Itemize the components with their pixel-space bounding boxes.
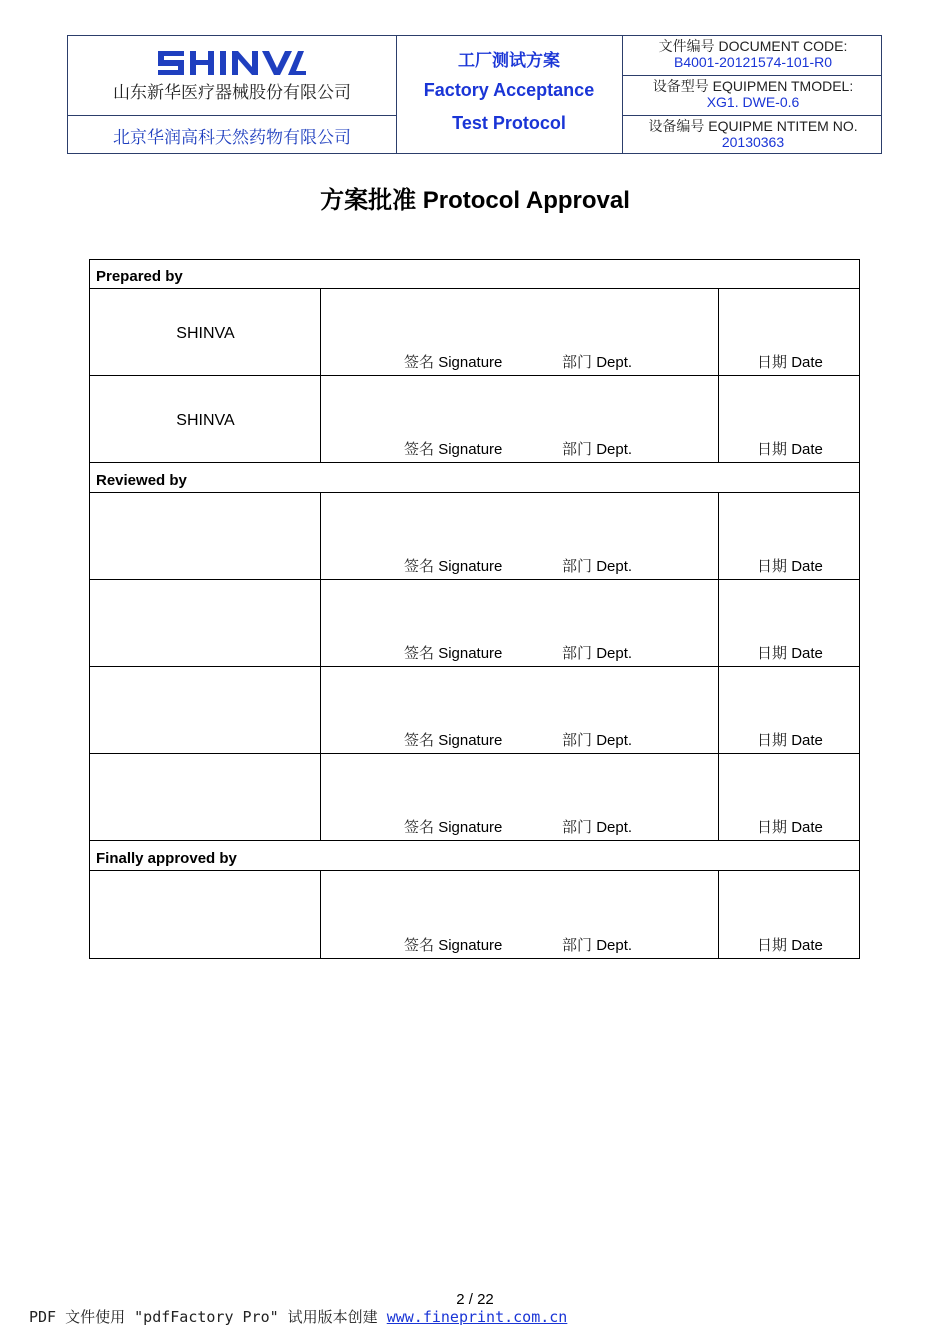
company-name-primary: 山东新华医疗器械股份有限公司 [113,83,351,103]
signature-label: 签名 Signature [404,440,503,458]
cell-divider [718,667,720,753]
date-label: 日期 Date [757,644,823,662]
page-number: 2 / 22 [456,1291,494,1308]
dept-label: 部门 Dept. [562,353,633,371]
header-divider [622,115,882,116]
section-reviewed-label: Reviewed by [96,472,187,489]
model-value: XG1. DWE-0.6 [706,94,800,110]
item-label: 设备编号 EQUIPME NTITEM NO. [648,118,858,134]
name-cell [90,493,321,579]
shinva-logo [156,48,308,78]
fineprint-link[interactable]: www.fineprint.com.cn [386,1308,568,1326]
section-reviewed [90,464,859,493]
doc-title-en-line2: Test Protocol [452,113,566,133]
section-prepared [90,260,859,289]
signature-label: 签名 Signature [404,818,503,836]
approval-table [89,259,860,959]
doc-code-label: 文件编号 DOCUMENT CODE: [658,38,848,54]
cell-divider [718,580,720,666]
dept-label: 部门 Dept. [562,557,633,575]
table-row [90,289,859,376]
table-row [90,667,859,754]
preparer-name: SHINVA [176,412,235,429]
name-cell [90,871,321,958]
cell-divider [718,493,720,579]
section-approved [90,842,859,871]
date-label: 日期 Date [757,440,823,458]
section-approved-label: Finally approved by [96,850,237,867]
item-value: 20130363 [721,134,785,150]
dept-label: 部门 Dept. [562,644,633,662]
doc-title-en-line1: Factory Acceptance [423,80,595,100]
table-row [90,493,859,580]
date-label: 日期 Date [757,731,823,749]
item-cell [623,118,883,150]
company-name-client: 北京华润高科天然药物有限公司 [113,128,351,148]
name-cell [90,667,321,753]
name-cell [90,580,321,666]
doc-title-cn: 工厂测试方案 [458,51,560,71]
pdf-note-text: PDF 文件使用 "pdfFactory Pro" 试用版本创建 [29,1308,378,1326]
dept-label: 部门 Dept. [562,731,633,749]
table-row [90,754,859,841]
date-label: 日期 Date [757,353,823,371]
section-prepared-label: Prepared by [96,268,183,285]
header-divider [68,115,396,116]
date-label: 日期 Date [757,936,823,954]
signature-label: 签名 Signature [404,644,503,662]
dept-label: 部门 Dept. [562,818,633,836]
signature-label: 签名 Signature [404,557,503,575]
signature-label: 签名 Signature [404,731,503,749]
table-row [90,580,859,667]
signature-label: 签名 Signature [404,936,503,954]
table-row [90,376,859,463]
doc-code-value: B4001-20121574-101-R0 [673,54,832,70]
pdf-creator-note [29,1306,567,1327]
name-cell [90,754,321,840]
doc-code-cell [623,38,883,70]
page-title: 方案批准 Protocol Approval [320,187,630,214]
cell-divider [718,376,720,462]
cell-divider [718,754,720,840]
date-label: 日期 Date [757,818,823,836]
dept-label: 部门 Dept. [562,936,633,954]
preparer-name: SHINVA [176,325,235,342]
header-divider [622,75,882,76]
signature-label: 签名 Signature [404,353,503,371]
cell-divider [718,871,720,958]
model-label: 设备型号 EQUIPMEN TMODEL: [652,78,854,94]
cell-divider [718,289,720,375]
dept-label: 部门 Dept. [562,440,633,458]
date-label: 日期 Date [757,557,823,575]
document-header [67,35,882,154]
model-cell [623,78,883,110]
table-row [90,871,859,958]
